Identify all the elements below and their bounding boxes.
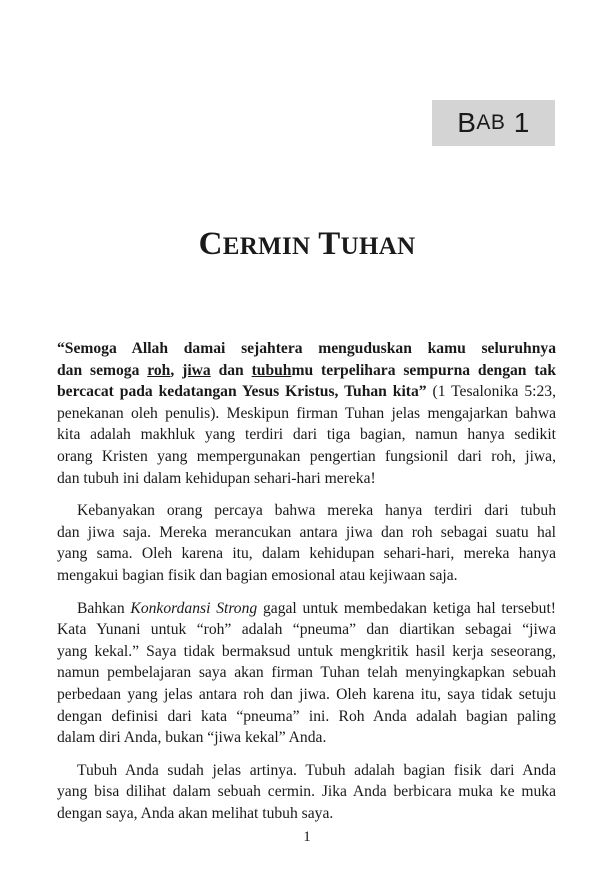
text-line: dengan definisi dari kata “pneuma” ini. Roh Anda adalah bagian paling [57, 707, 556, 725]
italic-title: Konkordansi Strong [130, 599, 258, 617]
text-line: dengan saya, Anda akan melihat tubuh saya. [57, 804, 334, 822]
paragraph-4 [57, 760, 556, 825]
text-line: Kata Yunani untuk “roh” adalah “pneuma” dan diartikan sebagai “jiwa [57, 621, 556, 639]
text-span: dan semoga [57, 361, 148, 379]
text-line [57, 598, 556, 620]
page-number: 1 [303, 829, 311, 845]
text-span: , [170, 361, 183, 379]
chapter-title [0, 226, 614, 263]
chapter-label-rest: AB [476, 111, 506, 134]
title-rest-1: ERMIN [222, 233, 311, 260]
text-line: orang Kristen yang mempergunakan pengertian fungsionil dari roh, jiwa, [57, 447, 556, 465]
body-text [57, 338, 556, 835]
text-line: “Semoga Allah damai sejahtera menguduskan kamu seluruhnya [57, 340, 556, 357]
title-initial-2: T [318, 226, 341, 262]
text-span: Bahkan [77, 599, 131, 617]
text-line: Kebanyakan orang percaya bahwa mereka hanya terdiri dari tubuh [77, 502, 556, 520]
paragraph-2 [57, 500, 556, 586]
text-line: Tubuh Anda sudah jelas artinya. Tubuh adalah bagian fisik dari Anda [77, 761, 556, 779]
chapter-label-first: B [457, 107, 477, 138]
text-span: mu terpelihara sempurna dengan tak [291, 361, 556, 379]
chapter-label-box [432, 100, 555, 146]
text-span: gagal untuk membedakan ketiga hal tersebut! [257, 599, 556, 617]
text-line [57, 360, 556, 382]
text-line: mengakui bagian fisik dan bagian emosional atau kejiwaan saja. [57, 566, 458, 584]
text-line: kita adalah makhluk yang terdiri dari tiga bagian, namun hanya sedikit [57, 426, 556, 444]
text-line: yang bisa dilihat dalam sebuah cermin. Jika Anda berbicara muka ke muka [57, 783, 556, 801]
verse-reference: (1 Tesalonika 5:23, [426, 383, 556, 401]
text-line: yang sama. Oleh karena itu, dalam kehidupan sehari-hari, mereka hanya [57, 545, 556, 563]
title-rest-2: UHAN [340, 233, 416, 260]
text-line [57, 381, 556, 403]
text-line: dalam diri Anda, bukan “jiwa kekal” Anda. [57, 729, 327, 747]
paragraph-1 [57, 338, 556, 489]
text-line: perbedaan yang jelas antara roh dan jiwa. Oleh karena itu, saya tidak setuju [57, 685, 556, 703]
underlined-roh: roh [147, 361, 171, 379]
text-line: namun pembelajaran saya akan firman Tuhan telah menyingkapkan sebuah [57, 664, 556, 682]
text-span: dan [210, 361, 252, 379]
chapter-number: 1 [513, 107, 530, 138]
text-line: dan tubuh ini dalam kehidupan sehari-hari mereka! [57, 469, 376, 487]
text-line: penekanan oleh penulis). Meskipun firman Tuhan jelas mengajarkan bahwa [57, 404, 556, 422]
paragraph-3 [57, 598, 556, 749]
text-line: dan jiwa saja. Mereka merancukan antara jiwa dan roh sebagai suatu hal [57, 523, 556, 541]
underlined-jiwa: jiwa [182, 361, 211, 379]
title-initial-1: C [198, 226, 223, 262]
text-line: yang kekal.” Saya tidak bermaksud untuk mengkritik hasil kerja seseorang, [57, 642, 556, 660]
bold-quote-end: bercacat pada kedatangan Yesus Kristus, Tuhan kita” [57, 383, 427, 401]
underlined-tubuh: tubuh [251, 361, 292, 379]
